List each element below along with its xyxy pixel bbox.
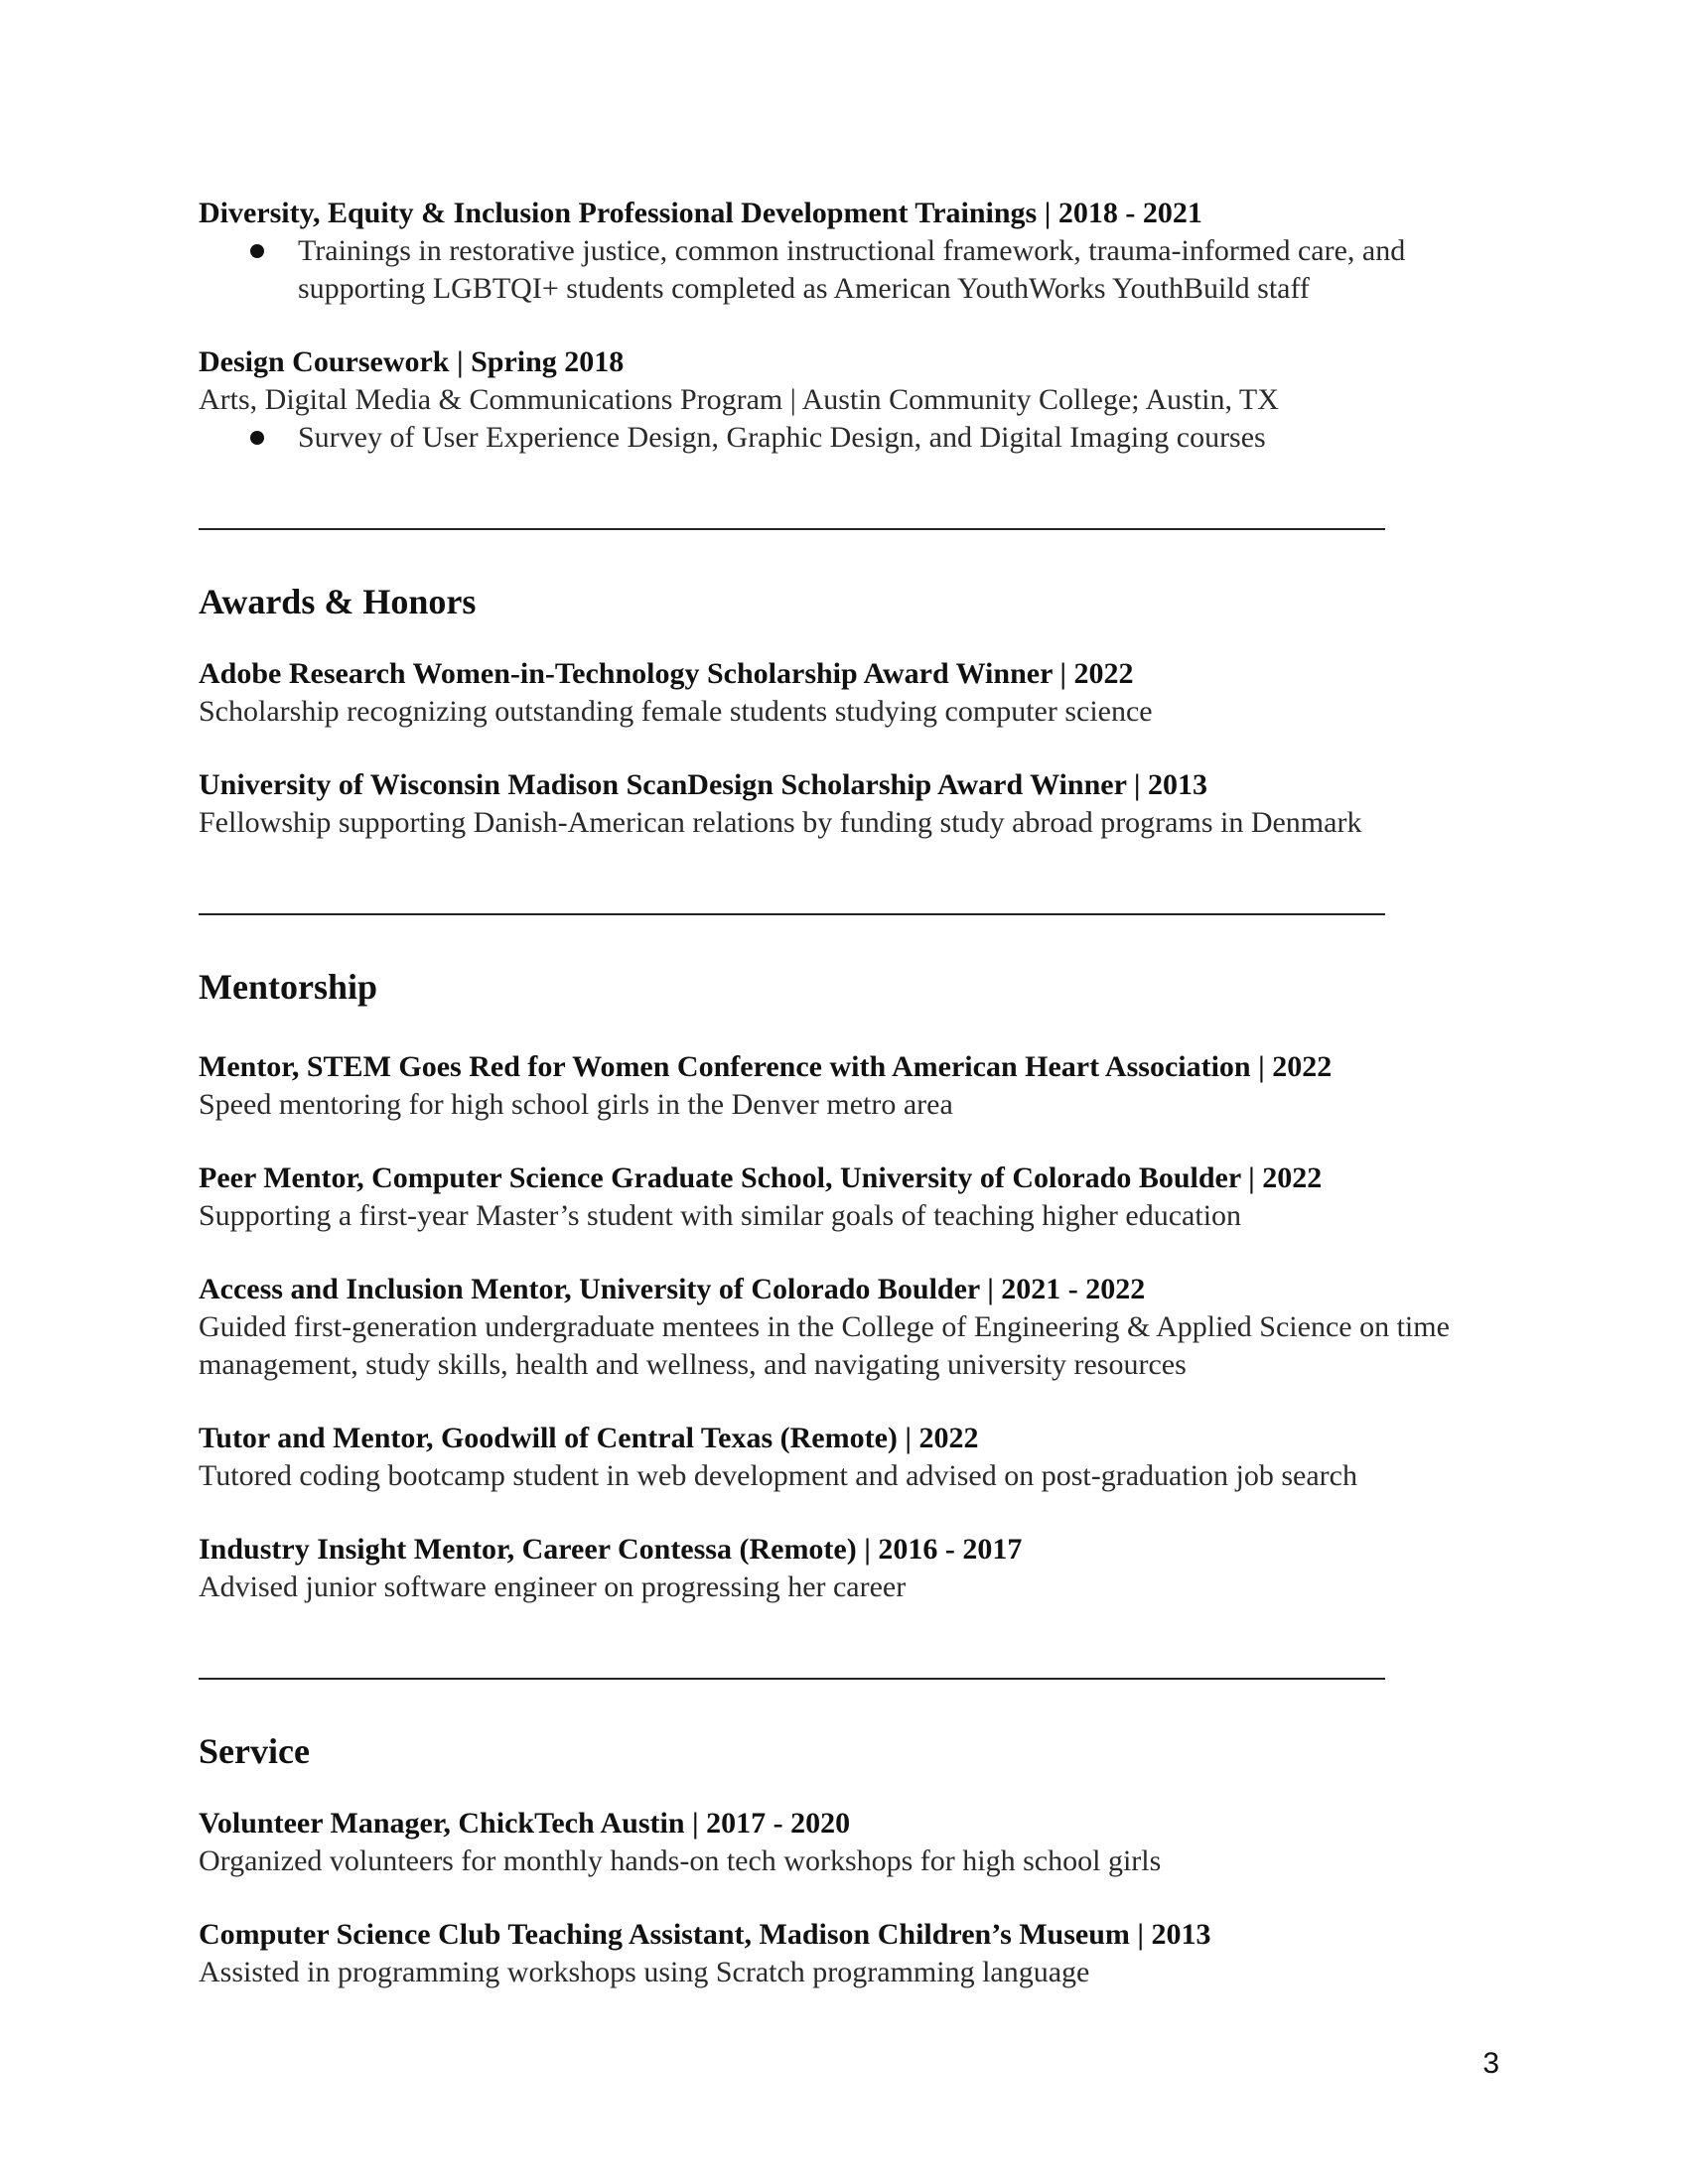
- entry-dei-trainings: [199, 195, 1499, 308]
- bullet-list: [199, 419, 1499, 457]
- bullet-dot-icon: [250, 244, 264, 258]
- mentorship-item: [199, 1531, 1499, 1606]
- section-heading-service: Service: [199, 1731, 310, 1771]
- entry-description: Tutored coding bootcamp student in web development and advised on post-graduation job search: [199, 1459, 1357, 1492]
- service-item: [199, 1916, 1499, 1991]
- entry-description: Supporting a first-year Master’s student with similar goals of teaching higher education: [199, 1199, 1242, 1232]
- resume-page: [199, 195, 1499, 1991]
- entry-title: Industry Insight Mentor, Career Contessa (Remote) | 2016 - 2017: [199, 1533, 1023, 1566]
- entry-title: Access and Inclusion Mentor, University of Colorado Boulder | 2021 - 2022: [199, 1273, 1146, 1305]
- bullet-dot-icon: [250, 431, 264, 445]
- service-item: [199, 1805, 1499, 1880]
- entry-title: Tutor and Mentor, Goodwill of Central Texas (Remote) | 2022: [199, 1422, 979, 1454]
- entry-description: Organized volunteers for monthly hands-on tech workshops for high school girls: [199, 1844, 1162, 1877]
- bullet-item: [199, 232, 1499, 308]
- entry-title: Diversity, Equity & Inclusion Professional Development Trainings | 2018 - 2021: [199, 197, 1202, 229]
- entry-description: Guided first-generation undergraduate mentees in the College of Engineering & Applied Science on time management, study skills, health and wellness, and navigating university resources: [199, 1310, 1450, 1381]
- bullet-list: [199, 232, 1499, 308]
- mentorship-item: [199, 1271, 1499, 1384]
- entry-title: Design Coursework | Spring 2018: [199, 345, 625, 378]
- entry-description: Scholarship recognizing outstanding female students studying computer science: [199, 695, 1153, 728]
- mentorship-item: [199, 1160, 1499, 1235]
- bullet-item: [199, 419, 1499, 457]
- section-heading-awards: Awards & Honors: [199, 582, 477, 621]
- award-item: [199, 655, 1499, 731]
- entry-description: Speed mentoring for high school girls in the Denver metro area: [199, 1088, 953, 1121]
- entry-title: Computer Science Club Teaching Assistant, Madison Children’s Museum | 2013: [199, 1918, 1211, 1951]
- entry-title: University of Wisconsin Madison ScanDesign Scholarship Award Winner | 2013: [199, 768, 1207, 801]
- entry-description: Fellowship supporting Danish-American relations by funding study abroad programs in Denmark: [199, 806, 1362, 839]
- entry-title: Volunteer Manager, ChickTech Austin | 2017 - 2020: [199, 1807, 851, 1840]
- entry-title: Adobe Research Women-in-Technology Scholarship Award Winner | 2022: [199, 657, 1134, 690]
- entry-design-coursework: [199, 343, 1499, 457]
- bullet-text: Trainings in restorative justice, common instructional framework, trauma-informed care, and supporting LGBTQI+ students completed as American YouthWorks YouthBuild staff: [298, 234, 1406, 305]
- bullet-text: Survey of User Experience Design, Graphic Design, and Digital Imaging courses: [298, 421, 1266, 454]
- entry-title: Mentor, STEM Goes Red for Women Conference with American Heart Association | 2022: [199, 1050, 1333, 1083]
- entry-description: Assisted in programming workshops using Scratch programming language: [199, 1956, 1090, 1988]
- entry-title: Peer Mentor, Computer Science Graduate School, University of Colorado Boulder | 2022: [199, 1161, 1323, 1194]
- award-item: [199, 766, 1499, 842]
- entry-description: Advised junior software engineer on progressing her career: [199, 1570, 907, 1603]
- entry-subtitle: Arts, Digital Media & Communications Program | Austin Community College; Austin, TX: [199, 383, 1279, 416]
- page-number: 3: [1482, 2047, 1499, 2080]
- section-heading-mentorship: Mentorship: [199, 967, 377, 1007]
- mentorship-item: [199, 1420, 1499, 1495]
- mentorship-item: [199, 1048, 1499, 1124]
